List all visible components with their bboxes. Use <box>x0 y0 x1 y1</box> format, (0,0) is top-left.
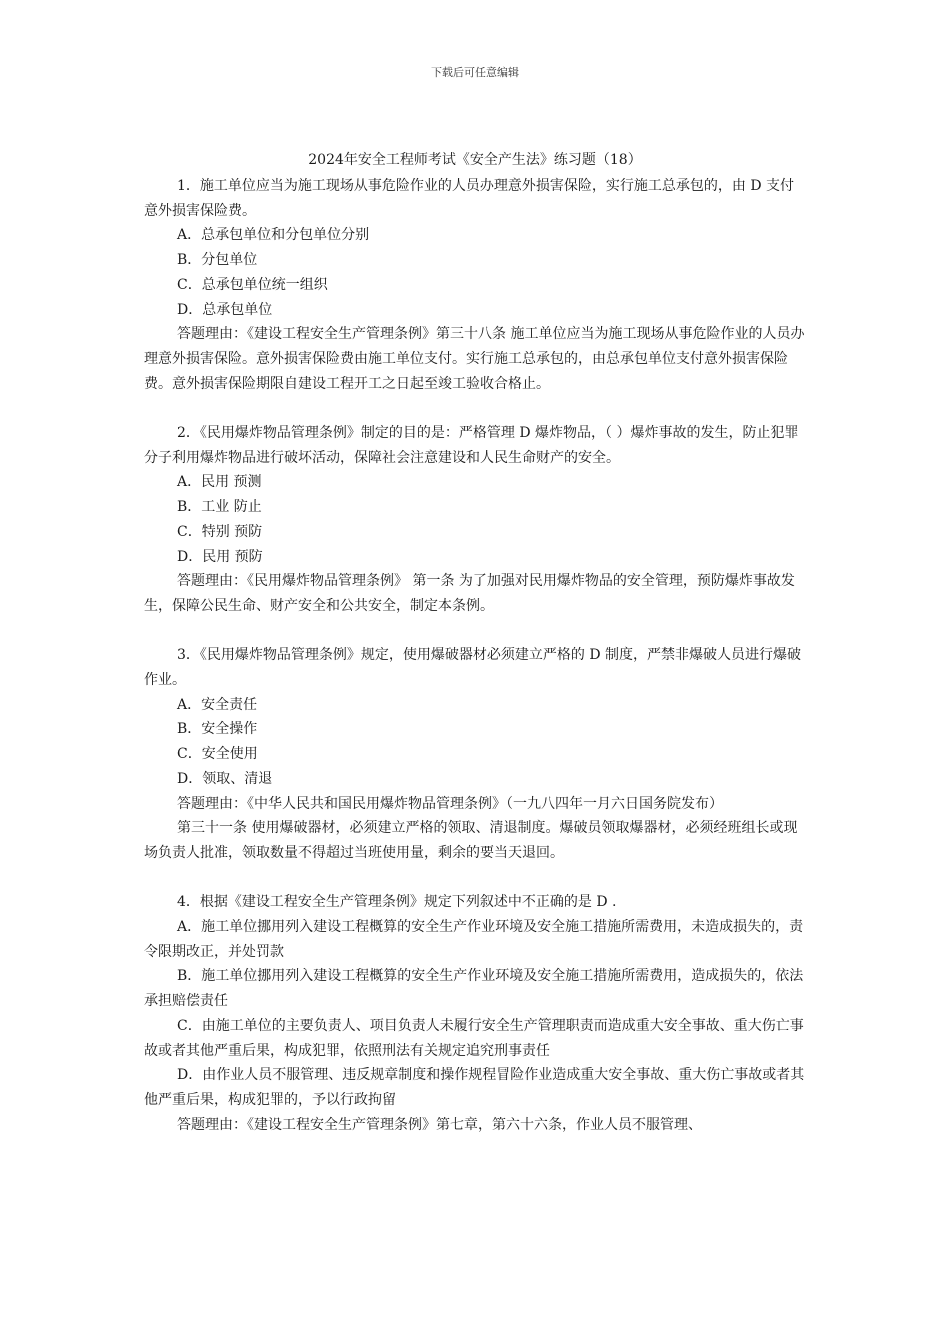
question-3 <box>144 643 806 865</box>
option-d: D．由作业人员不服管理、违反规章制度和操作规程冒险作业造成重大安全事故、重大伤亡事故或者其他严重后果，构成犯罪的，予以行政拘留 <box>144 1067 805 1108</box>
question-stem: 2．《民用爆炸物品管理条例》制定的目的是：严格管理 D 爆炸物品，（ ）爆炸事故的发生，防止犯罪分子利用爆炸物品进行破坏活动，保障社会注意建设和人民生命财产的安全。 <box>144 425 799 466</box>
question-stem: 3．《民用爆炸物品管理条例》规定，使用爆破器材必须建立严格的 D 制度，严禁非爆破人员进行爆破作业。 <box>144 647 802 689</box>
option-c: C．总承包单位统一组织 <box>177 276 328 293</box>
question-stem: 4．根据《建设工程安全生产管理条例》规定下列叙述中不正确的是 D . <box>177 894 617 911</box>
question-2 <box>144 421 806 619</box>
paragraph-gap <box>144 866 806 891</box>
option-b: B．工业 防止 <box>177 499 262 516</box>
paragraph-gap <box>144 619 806 644</box>
option-a: A．施工单位挪用列入建设工程概算的安全生产作业环境及安全施工措施所需费用，未造成损失的，责令限期改正，并处罚款 <box>144 919 804 960</box>
option-b: B．施工单位挪用列入建设工程概算的安全生产作业环境及安全施工措施所需费用，造成损失的，依法承担赔偿责任 <box>144 968 804 1010</box>
option-c: C．安全使用 <box>177 746 258 763</box>
question-stem: 1．施工单位应当为施工现场从事危险作业的人员办理意外损害保险，实行施工总承包的，由 D 支付意外损害保险费。 <box>144 178 795 219</box>
question-1 <box>144 174 806 396</box>
option-b: B．安全操作 <box>177 721 258 738</box>
option-a: A．安全责任 <box>177 696 258 713</box>
question-4 <box>144 890 806 1137</box>
document-title: 2024年安全工程师考试《安全产生法》练习题（18） <box>308 152 642 168</box>
answer-explanation: 答题理由：《中华人民共和国民用爆炸物品管理条例》（一九八四年一月六日国务院发布） <box>177 795 723 812</box>
option-c: C．由施工单位的主要负责人、项目负责人未履行安全生产管理职责而造成重大安全事故、重大伤亡事故或者其他严重后果，构成犯罪，依照刑法有关规定追究刑事责任 <box>144 1017 804 1059</box>
answer-explanation-continued: 第三十一条 使用爆破器材，必须建立严格的领取、清退制度。爆破员领取爆器材，必须经班组长或现场负责人批准，领取数量不得超过当班使用量，剩余的要当天退回。 <box>144 820 798 861</box>
option-b: B．分包单位 <box>177 252 258 269</box>
answer-explanation: 答题理由：《建设工程安全生产管理条例》第七章，第六十六条，作业人员不服管理、 <box>177 1116 702 1133</box>
option-d: D．民用 预防 <box>177 548 263 565</box>
paragraph-gap <box>144 396 806 421</box>
document-body <box>144 174 806 1137</box>
answer-explanation: 答题理由：《民用爆炸物品管理条例》 第一条 为了加强对民用爆炸物品的安全管理，预防爆炸事故发生，保障公民生命、财产安全和公共安全，制定本条例。 <box>144 573 795 614</box>
option-d: D．领取、清退 <box>177 770 273 787</box>
option-c: C．特别 预防 <box>177 523 263 540</box>
answer-explanation: 答题理由：《建设工程安全生产管理条例》第三十八条 施工单位应当为施工现场从事危险作业的人员办理意外损害保险。意外损害保险费由施工单位支付。实行施工总承包的，由总承包单位支付意外损害保险费。意外损害保险期限自建设工程开工之日起至竣工验收合格止。 <box>144 326 805 392</box>
option-a: A．民用 预测 <box>177 474 262 491</box>
page-header-note: 下载后可任意编辑 <box>431 66 519 79</box>
option-d: D．总承包单位 <box>177 301 273 318</box>
option-a: A．总承包单位和分包单位分别 <box>177 227 370 244</box>
